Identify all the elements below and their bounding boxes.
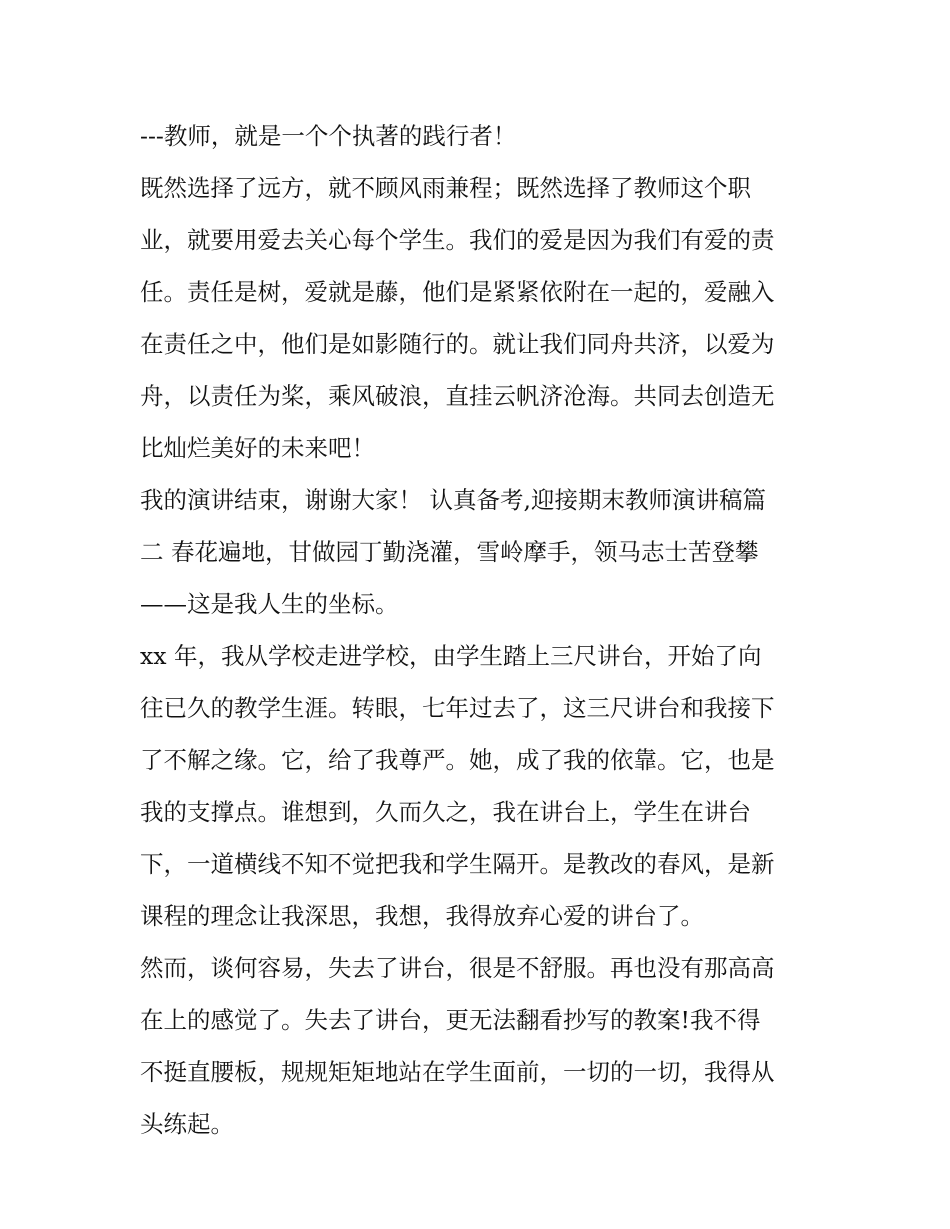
text-line: 我的支撑点。谁想到，久而久之，我在讲台上，学生在讲台 [140, 798, 751, 826]
text-line: 既然选择了远方，就不顾风雨兼程；既然选择了教师这个职 [140, 174, 751, 202]
text-line: 比灿烂美好的未来吧！ [140, 434, 375, 462]
text-line: 任。责任是树，爱就是藤，他们是紧紧依附在一起的，爱融入 [140, 278, 775, 306]
text-line: 下，一道横线不知不觉把我和学生隔开。是教改的春风，是新 [140, 850, 775, 878]
text-line: 往已久的教学生涯。转眼，七年过去了，这三尺讲台和我接下 [140, 694, 775, 722]
text-line: ——这是我人生的坐标。 [140, 590, 399, 618]
text-line: 业，就要用爱去关心每个学生。我们的爱是因为我们有爱的责 [140, 226, 775, 254]
text-line: 然而，谈何容易，失去了讲台，很是不舒服。再也没有那高高 [140, 954, 775, 982]
text-line: 我的演讲结束，谢谢大家！ 认真备考,迎接期末教师演讲稿篇 [140, 486, 766, 514]
text-line: 不挺直腰板，规规矩矩地站在学生面前，一切的一切，我得从 [140, 1058, 775, 1086]
text-line: 课程的理念让我深思，我想，我得放弃心爱的讲台了。 [140, 902, 704, 930]
text-line: ---教师，就是一个个执著的践行者！ [140, 122, 517, 150]
text-line: 头练起。 [140, 1110, 234, 1138]
text-line: 了不解之缘。它，给了我尊严。她，成了我的依靠。它，也是 [140, 746, 775, 774]
text-line: 在责任之中，他们是如影随行的。就让我们同舟共济，以爱为 [140, 330, 775, 358]
text-line: xx 年，我从学校走进学校，由学生踏上三尺讲台，开始了向 [140, 642, 762, 670]
document-body [140, 110, 815, 1150]
text-line: 在上的感觉了。失去了讲台，更无法翻看抄写的教案!我不得 [140, 1006, 761, 1034]
text-line: 二 春花遍地，甘做园丁勤浇灌，雪岭摩手，领马志士苦登攀 [140, 538, 759, 566]
text-line: 舟，以责任为桨，乘风破浪，直挂云帆济沧海。共同去创造无 [140, 382, 775, 410]
